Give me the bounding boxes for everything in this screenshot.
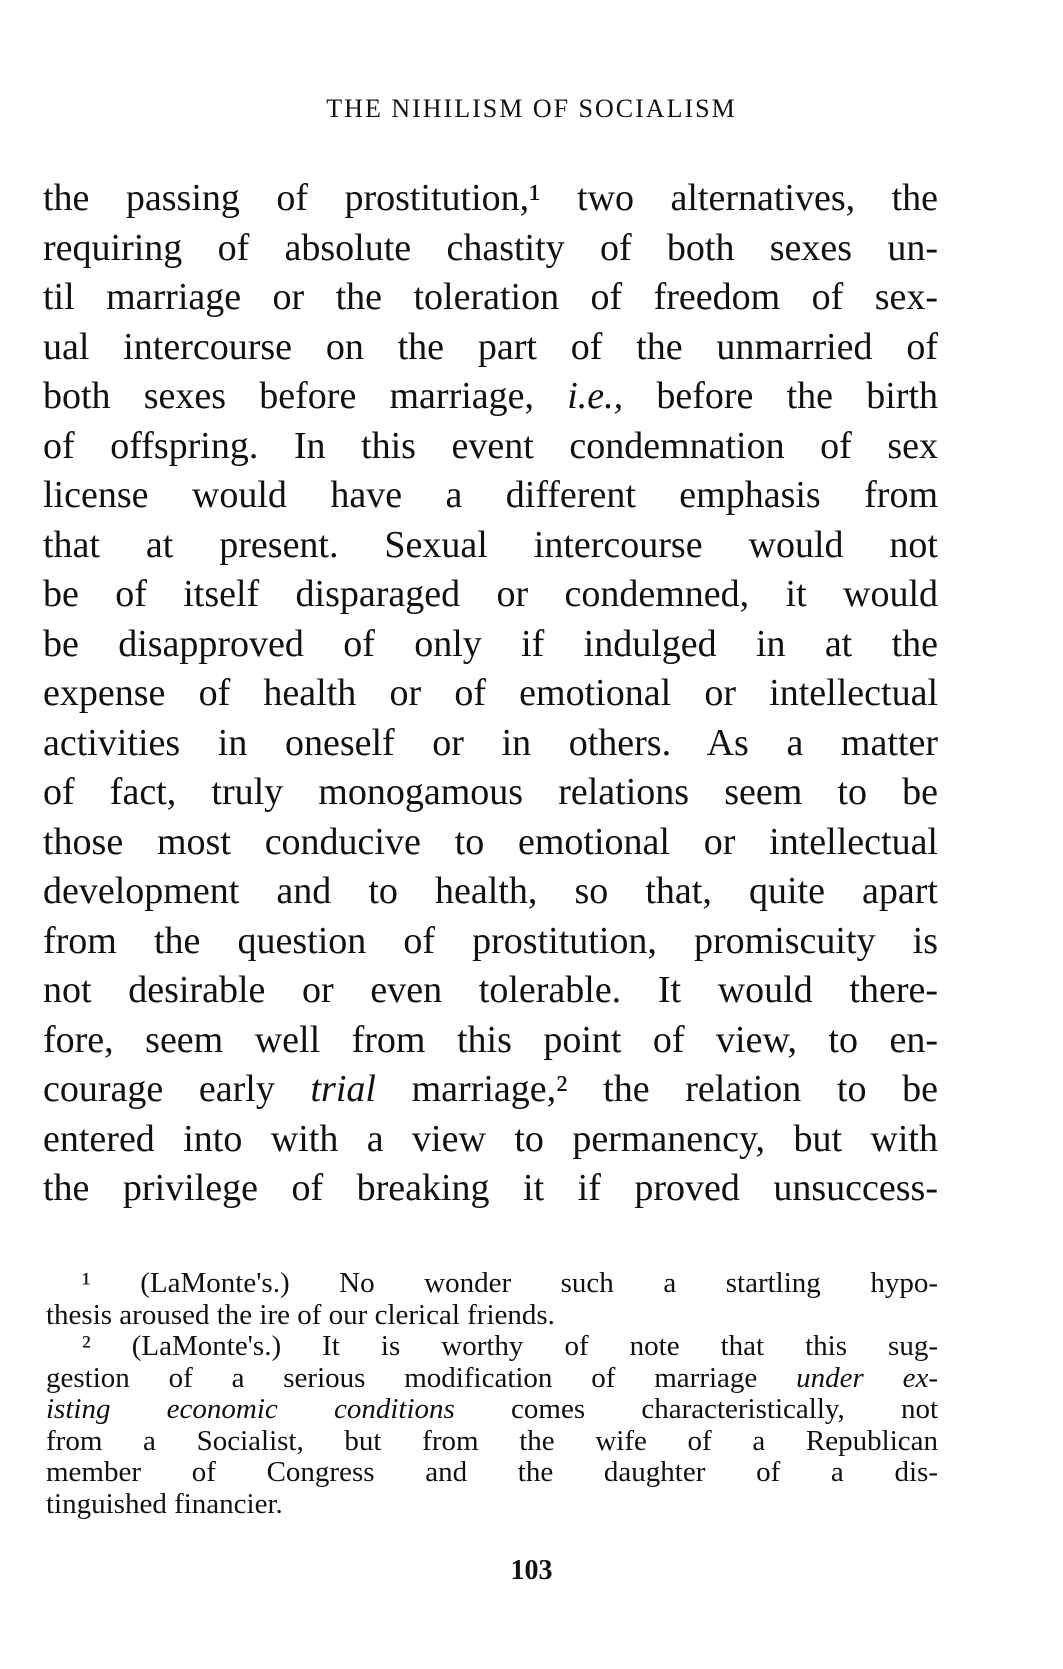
footnote-line: member of Congress and the daughter of a dis- — [46, 1456, 938, 1488]
footnote-line: ¹ (LaMonte's.) No wonder such a startling hypo- — [82, 1267, 938, 1299]
footnote-line: tinguished financier. — [46, 1487, 283, 1520]
footnote-line: gestion of a serious modification of marriage under ex- — [46, 1361, 938, 1394]
body-line: both sexes before marriage, i.e., before the birth — [43, 375, 939, 417]
body-line: be disapproved of only if indulged in at the — [43, 622, 938, 665]
body-line: expense of health or of emotional or intellectual — [43, 672, 938, 714]
body-line: of offspring. In this event condemnation of sex — [43, 424, 938, 467]
body-line: from the question of prostitution, promiscuity is — [43, 919, 938, 962]
body-line: requiring of absolute chastity of both sexes un- — [43, 226, 938, 269]
footnotes — [46, 1268, 938, 1520]
body-line: the privilege of breaking it if proved unsuccess- — [43, 1167, 938, 1209]
body-line: those most conducive to emotional or intellectual — [43, 820, 938, 863]
body-line: the passing of prostitution,¹ two alternatives, the — [43, 177, 938, 219]
body-line: that at present. Sexual intercourse would not — [43, 523, 938, 566]
body-text — [43, 174, 938, 1214]
footnote-line: from a Socialist, but from the wife of a Republican — [46, 1424, 938, 1457]
body-line: entered into with a view to permanency, but with — [43, 1117, 938, 1160]
body-line: courage early trial marriage,² the relation to be — [43, 1068, 938, 1110]
body-line: license would have a different emphasis from — [43, 474, 938, 516]
body-line: of fact, truly monogamous relations seem to be — [43, 771, 938, 813]
running-head: THE NIHILISM OF SOCIALISM — [326, 94, 737, 123]
body-line: development and to health, so that, quite apart — [43, 870, 938, 912]
footnote-line: thesis aroused the ire of our clerical friends. — [46, 1298, 555, 1331]
body-line: not desirable or even tolerable. It would there- — [43, 969, 938, 1011]
body-line: fore, seem well from this point of view, to en- — [43, 1018, 938, 1061]
body-line: til marriage or the toleration of freedom of sex- — [43, 276, 938, 318]
page-number: 103 — [510, 1555, 553, 1586]
footnote-line: isting economic conditions comes characteristically, not — [46, 1393, 939, 1425]
body-line: ual intercourse on the part of the unmarried of — [43, 325, 938, 368]
body-line: activities in oneself or in others. As a matter — [43, 721, 938, 764]
footnote-line: ² (LaMonte's.) It is worthy of note that this sug- — [82, 1330, 938, 1362]
body-line: be of itself disparaged or condemned, it would — [43, 573, 938, 615]
